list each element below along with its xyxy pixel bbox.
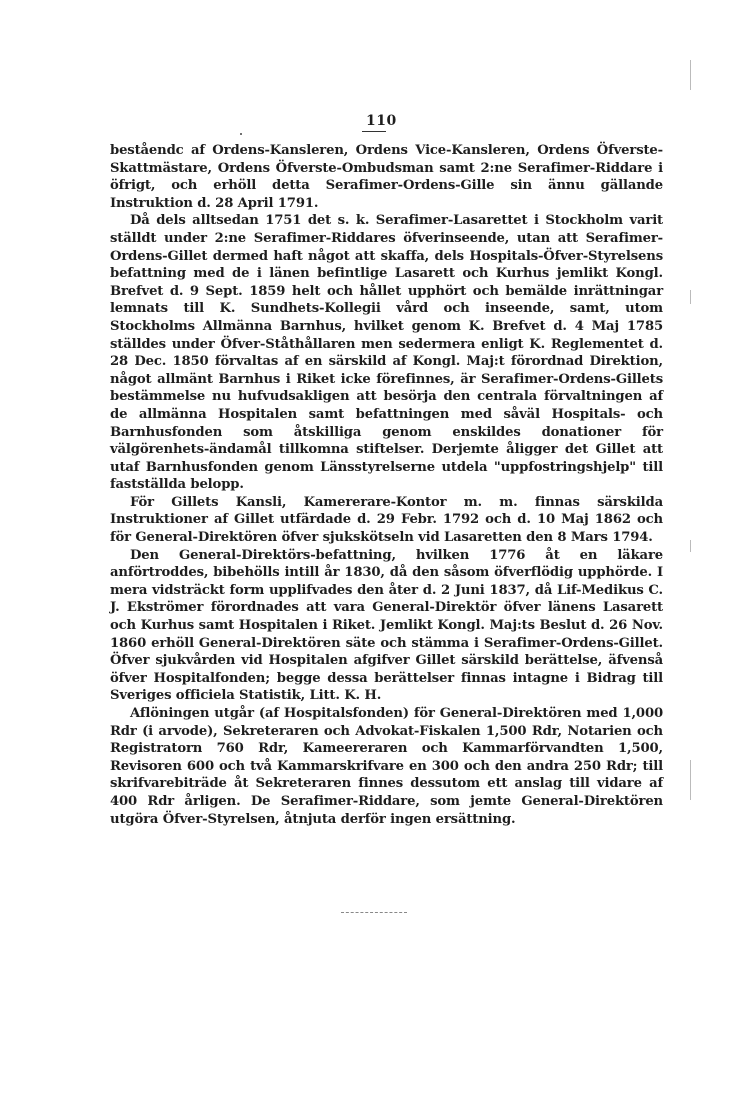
paragraph-4: Den General-Direktörs-befattning, hvilken 1776 åt en läkare anförtroddes, bibehölls intill år 1830, då den såsom öfverflödig upphörde. I mera vidsträckt form upplifvades den åter d. 2 Juni 1837, då Lif-Medikus C. J. Ekströmer förordnades att vara General-Direktör öfver länens Lasarett och Kurhus samt Hospitalen i Riket. Jemlikt Kongl. Maj:ts Beslut d. 26 Nov. 1860 erhöll General-Direktören säte och stämma i Serafimer-Ordens-Gillet. Öfver sjukvården vid Hospitalen afgifver Gillet särskild berättelse, äfvenså öfver Hospitalfonden; begge dessa berättelser finnas intagne i Bidrag till Sveriges officiela Statistik, Litt. K. H. xyxy=(110,547,663,704)
edge-mark xyxy=(690,760,691,800)
edge-mark xyxy=(690,540,691,552)
paragraph-1: beståendc af Ordens-Kansleren, Ordens Vice-Kansleren, Ordens Öfverste-Skattmästare, Ordens Öfverste-Ombudsman samt 2:ne Serafimer-Riddare i öfrigt, och erhöll detta Serafimer-Ordens-Gille sin ännu gällande Instruktion d. 28 April 1791. xyxy=(110,143,663,211)
dot-mark xyxy=(240,133,242,135)
paragraph-3: För Gillets Kansli, Kamererare-Kontor m. m. finnas särskilda Instruktioner af Gillet utfärdade d. 29 Febr. 1792 och d. 10 Maj 1862 och för General-Direktören öfver sjukskötseln vid Lasaretten den 8 Mars 1794. xyxy=(110,494,663,546)
edge-mark xyxy=(690,60,691,90)
page-number: 110 xyxy=(366,113,397,129)
paragraph-2: Då dels alltsedan 1751 det s. k. Serafimer-Lasarettet i Stockholm varit ställdt under 2:ne Serafimer-Riddares öfverinseende, utan att Serafimer-Ordens-Gillet dermed haft något att skaffa, dels Hospitals-Öfver-Styrelsens befattning med de i länen befintlige Lasarett och Kurhus jemlikt Kongl. Brefvet d. 9 Sept. 1859 helt och hållet upphört och bemälde inrättningar lemnats till K. Sundhets-Kollegii vård och inseende, samt, utom Stockholms Allmänna Barnhus, hvilket genom K. Brefvet d. 4 Maj 1785 ställdes under Öfver-Ståthållaren men sedermera enligt K. Reglementet d. 28 Dec. 1850 förvaltas af en särskild af Kongl. Maj:t förordnad Direktion, något allmänt Barnhus i Riket icke förefinnes, är Serafimer-Ordens-Gillets bestämmelse nu hufvudsakligen att besörja den centrala förvaltningen af de allmänna Hospitalen samt befattningen med såväl Hospitals- och Barnhusfonden som åtskilliga genom enskildes donationer för välgörenhets-ändamål tillkomna stiftelser. Derjemte åligger det Gillet att utaf Barnhusfonden genom Länsstyrelserne utdela "uppfostringshjelp" till fastställda belopp. xyxy=(110,213,663,493)
paragraph-5: Aflöningen utgår (af Hospitalsfonden) för General-Direktören med 1,000 Rdr (i arvode), Sekreteraren och Advokat-Fiskalen 1,500 Rdr, Notarien och Registratorn 760 Rdr, Kameereraren och Kammarförvandten 1,500, Revisoren 600 och två Kammarskrifvare en 300 och den andra 250 Rdr; till skrifvarebiträde åt Sekreteraren finnes dessutom ett anslag till vidare af 400 Rdr årligen. De Serafimer-Riddare, som jemte General-Direktören utgöra Öfver-Styrelsen, åtnjuta derför ingen ersättning. xyxy=(110,706,663,827)
edge-mark xyxy=(690,290,691,304)
text-block xyxy=(110,142,663,828)
footer-rule xyxy=(341,912,407,913)
page-number-rule xyxy=(362,131,386,132)
